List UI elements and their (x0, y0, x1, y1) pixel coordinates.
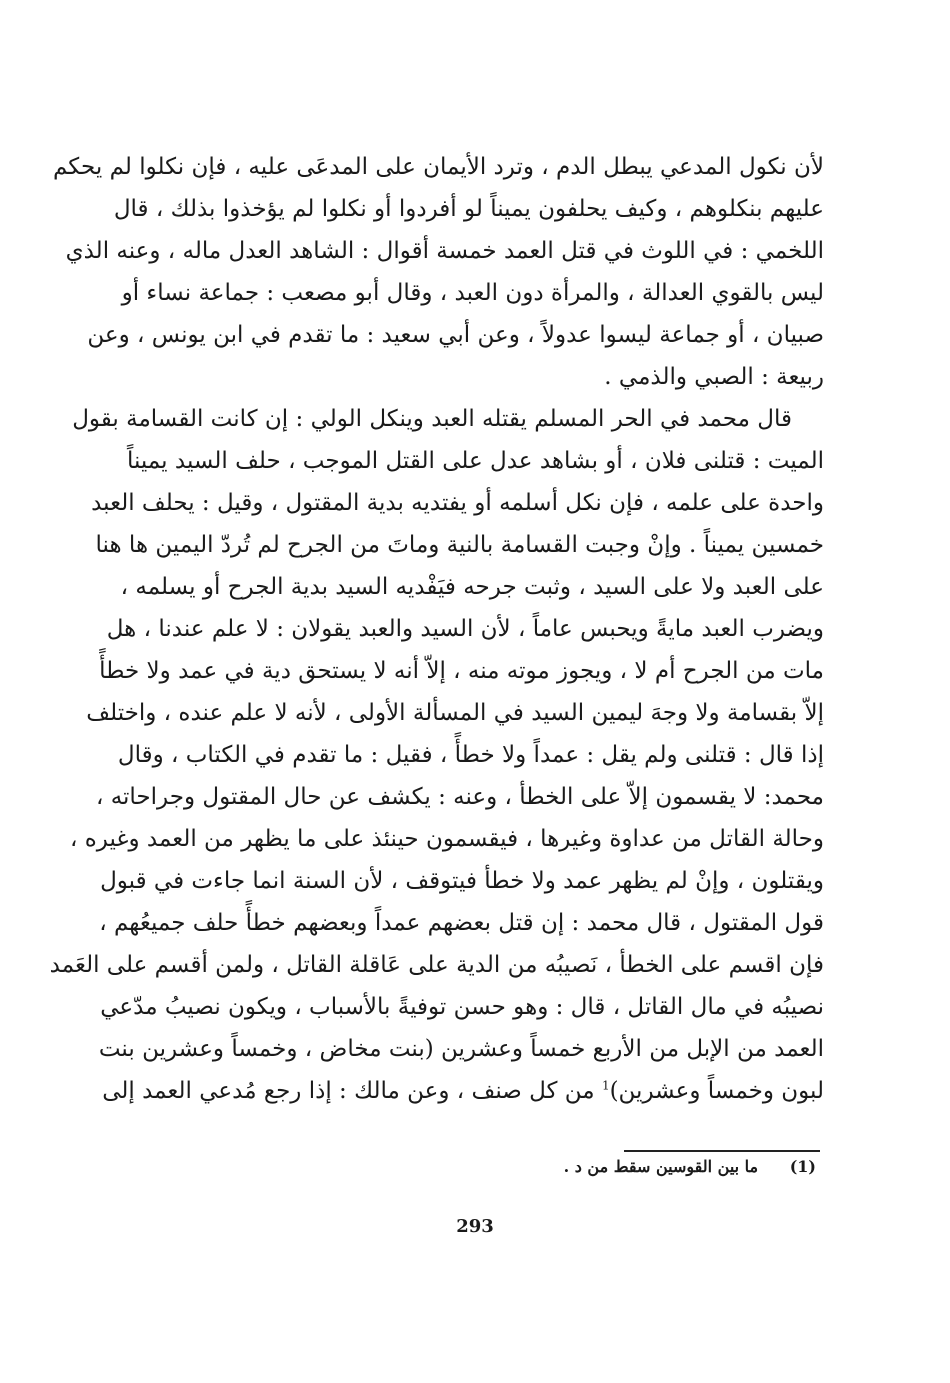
text-line: لأن نكول المدعي يبطل الدم ، وترد الأيمان على المدعَى عليه ، فإن نكلوا لم يحكم (53, 154, 824, 180)
page-number: 293 (456, 1216, 494, 1237)
text-line: ربيعة : الصبي والذمي . (604, 364, 824, 390)
text-line: قول المقتول ، قال محمد : إن قتل بعضهم عمداً وبعضهم خطأً حلف جميعُهم ، (99, 910, 824, 936)
text-line: إلاّ بقسامة ولا وجهَ ليمين السيد في المسألة الأولى ، لأنه لا علم عنده ، واختلف (86, 700, 824, 726)
text-line: ليس بالقوي العدالة ، والمرأة دون العبد ، وقال أبو مصعب : جماعة نساء أو (121, 280, 824, 306)
text-segment: لبون وخمساً وعشرين) (609, 1078, 824, 1104)
footnote-marker: 1 (601, 1078, 610, 1093)
text-line: العمد من الإبل من الأربع خمساً وعشرين (بنت مخاض ، وخمساً وعشرين بنت (98, 1036, 824, 1062)
text-line: ويقتلون ، وإنْ لم يظهر عمد ولا خطأ فيتوقف ، لأن السنة انما جاءت في قبول (100, 868, 824, 894)
text-line: على العبد ولا على السيد ، وثبت جرحه فيَفْديه السيد بدية الجرح أو يسلمه ، (120, 574, 824, 600)
footnote-text: ما بين القوسين سقط من د . (563, 1157, 759, 1176)
text-line-with-footnote (102, 1070, 824, 1112)
footnote-number: (1) (789, 1157, 816, 1176)
footnote (564, 1157, 816, 1176)
text-line: عليهم بنكلوهم ، وكيف يحلفون يميناً لو أفردوا أو نكلوا لم يؤخذوا بذلك ، قال (113, 196, 824, 222)
text-line: محمد: لا يقسمون إلاّ على الخطأ ، وعنه : يكشف عن حال المقتول وجراحاته ، (95, 784, 824, 810)
text-line: واحدة على علمه ، فإن نكل أسلمه أو يفتديه بدية المقتول ، وقيل : يحلف العبد (91, 490, 824, 516)
text-line: خمسين يميناً . وإنْ وجبت القسامة بالنية وماتَ من الجرح لم تُردّ اليمين ها هنا (95, 532, 824, 558)
text-line: فإن اقسم على الخطأ ، نَصيبُه من الدية على عَاقلة القاتل ، ولمن أقسم على العَمد (49, 952, 824, 978)
text-line: ويضرب العبد مايةً ويحبس عاماً ، لأن السيد والعبد يقولان : لا علم عندنا ، هل (106, 616, 824, 642)
text-line: الميت : قتلنى فلان ، أو بشاهد عدل على القتل الموجب ، حلف السيد يميناً (126, 448, 824, 474)
body-text (49, 146, 824, 1112)
paragraph-start-line: قال محمد في الحر المسلم يقتله العبد وينكل الولي : إن كانت القسامة بقول (72, 406, 792, 432)
text-line: اللخمي : في اللوث في قتل العمد خمسة أقوال : الشاهد العدل ماله ، وعنه الذي (65, 238, 824, 264)
text-segment: من كل صنف ، وعن مالك : إذا رجع مُدعي العمد إلى (102, 1078, 595, 1104)
text-line: وحالة القاتل من عداوة وغيرها ، فيقسمون حينئذ على ما يظهر من العمد وغيره ، (70, 826, 824, 852)
text-line: مات من الجرح أم لا ، ويجوز موته منه ، إلاّ أنه لا يستحق دية في عمد ولا خطأً (99, 658, 824, 684)
footnote-divider (624, 1150, 820, 1152)
text-line: نصيبُه في مال القاتل ، قال : وهو حسن توفيةً بالأسباب ، ويكون نصيبُ مدّعي (100, 994, 824, 1020)
text-line: صبيان ، أو جماعة ليسوا عدولاً ، وعن أبي سعيد : ما تقدم في ابن يونس ، وعن (87, 322, 824, 348)
text-line: إذا قال : قتلنى ولم يقل : عمداً ولا خطأً ، فقيل : ما تقدم في الكتاب ، وقال (117, 742, 824, 768)
